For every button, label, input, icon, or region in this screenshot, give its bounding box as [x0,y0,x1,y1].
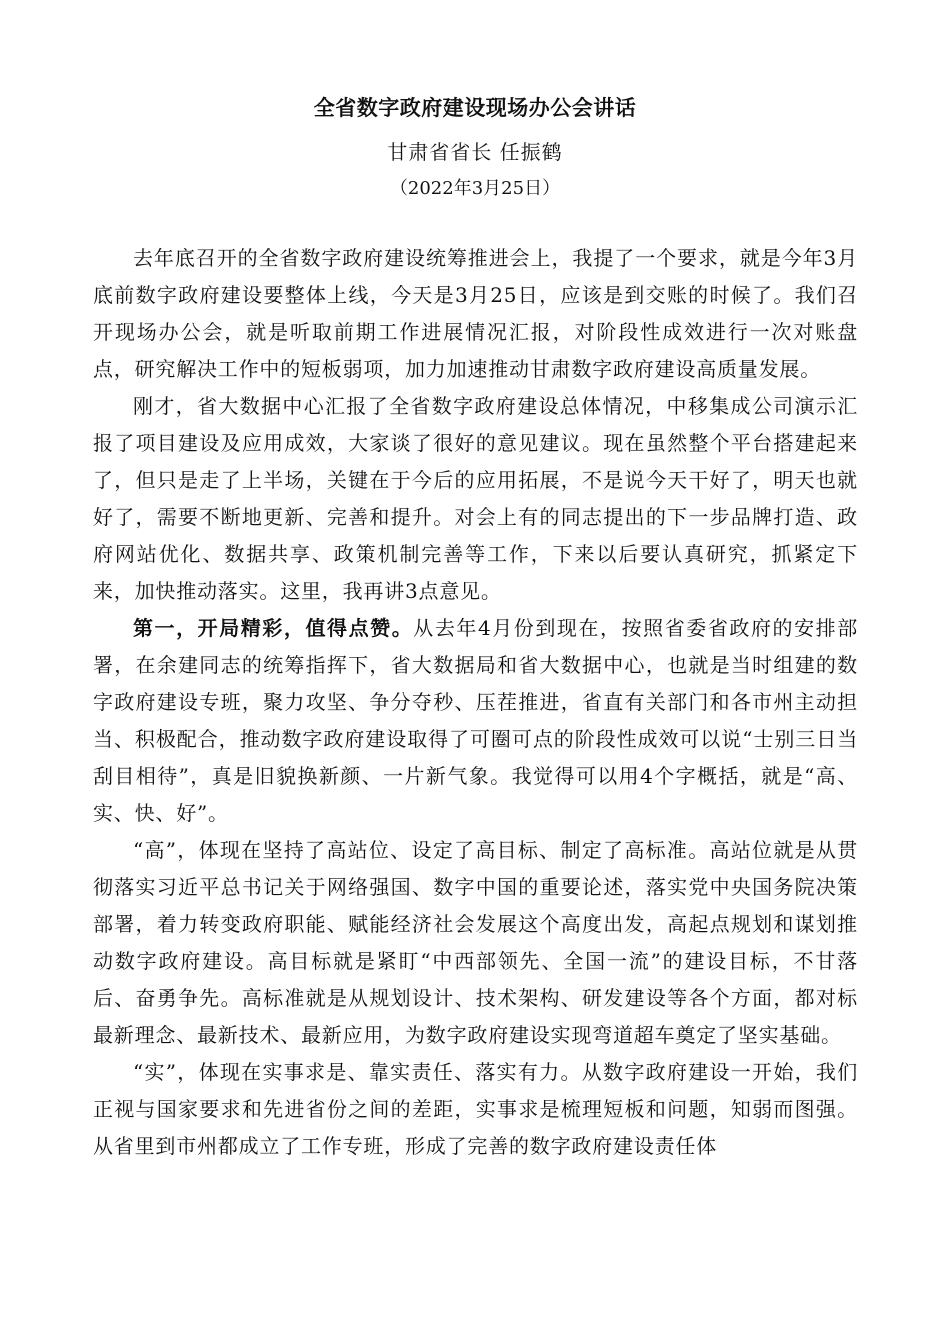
paragraph-1 [93,240,858,388]
paragraph-2-text: 刚才，省大数据中心汇报了全省数字政府建设总体情况，中移集成公司演示汇报了项目建设及应用成效，大家谈了很好的意见建议。现在虽然整个平台搭建起来了，但只是走了上半场，关键在于今后的应用拓展，不是说今天干好了，明天也就好了，需要不断地更新、完善和提升。对会上有的同志提出的下一步品牌打造、政府网站优化、数据共享、政策机制完善等工作，下来以后要认真研究，抓紧定下来，加快推动落实。这里，我再讲3点意见。 [93,394,858,603]
paragraph-3 [93,610,858,832]
paragraph-5 [93,1054,858,1165]
paragraph-3-lead: 第一，开局精彩，值得点赞。 [133,616,414,640]
paragraph-5-text: “实”，体现在实事求是、靠实责任、落实有力。从数字政府建设一开始，我们正视与国家要求和先进省份之间的差距，实事求是梳理短板和问题，知弱而图强。从省里到市州都成立了工作专班，形成了完善的数字政府建设责任体 [93,1060,858,1158]
document-date: （2022年3月25日） [389,178,561,199]
document-body [93,240,858,1165]
paragraph-1-text: 去年底召开的全省数字政府建设统筹推进会上，我提了一个要求，就是今年3月底前数字政府建设要整体上线，今天是3月25日，应该是到交账的时候了。我们召开现场办公会，就是听取前期工作进展情况汇报，对阶段性成效进行一次对账盘点，研究解决工作中的短板弱项，加力加速推动甘肃数字政府建设高质量发展。 [93,246,858,381]
document-author: 甘肃省省长 任振鹤 [387,140,563,164]
document-title: 全省数字政府建设现场办公会讲话 [313,95,637,120]
paragraph-3-text: 从去年4月份到现在，按照省委省政府的安排部署，在余建同志的统筹指挥下，省大数据局和省大数据中心，也就是当时组建的数字政府建设专班，聚力攻坚、争分夺秒、压茬推进，省直有关部门和各市州主动担当、积极配合，推动数字政府建设取得了可圈可点的阶段性成效可以说“士别三日当刮目相待”，真是旧貌换新颜、一片新气象。我觉得可以用4个字概括，就是“高、实、快、好”。 [93,616,858,825]
paragraph-2 [93,388,858,610]
paragraph-4 [93,832,858,1054]
paragraph-4-text: “高”，体现在坚持了高站位、设定了高目标、制定了高标准。高站位就是从贯彻落实习近平总书记关于网络强国、数字中国的重要论述，落实党中央国务院决策部署，着力转变政府职能、赋能经济社会发展这个高度出发，高起点规划和谋划推动数字政府建设。高目标就是紧盯“中西部领先、全国一流”的建设目标，不甘落后、奋勇争先。高标准就是从规划设计、技术架构、研发建设等各个方面，都对标最新理念、最新技术、最新应用，为数字政府建设实现弯道超车奠定了坚实基础。 [93,838,858,1047]
